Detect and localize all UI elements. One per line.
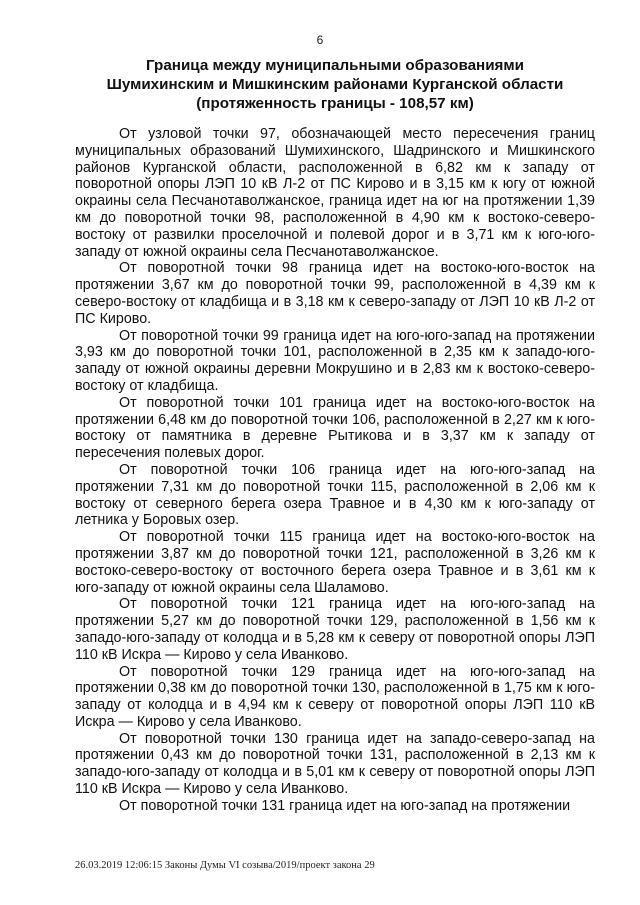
paragraph-4: От поворотной точки 101 граница идет на востоко-юго-восток на протяжении 6,48 км до поворотной точки 106, расположенной в 2,27 км к юго-востоку от памятника в деревне Рытикова и в 3,37 км к западу от пересечения полевых дорог.: [75, 394, 595, 462]
paragraph-3: От поворотной точки 99 граница идет на юго-юго-запад на протяжении 3,93 км до поворотной точки 101, расположенной в 2,35 км к западо-юго-западу от южной окраины деревни Мокрушино и в 2,83 км к востоко-северо-востоку от кладбища.: [75, 327, 595, 394]
page-number: 6: [316, 33, 324, 47]
paragraph-1: От узловой точки 97, обозначающей место пересечения границ муниципальных образований Шумихинского, Шадринского и Мишкинского районов Курганской области, расположенной в 6,82 км к западу от поворотной опоры ЛЭП 10 кВ Л-2 от ПС Кирово и в 3,15 км к югу от южной окраины села Песчанотаволжанское, граница идет на юг на протяжении 1,39 км до поворотной точки 98, расположенной в 4,90 км к востоко-северо-востоку от развилки проселочной и полевой дорог и в 3,71 км к юго-юго-западу от южной окраины села Песчанотаволжанское.: [75, 126, 595, 260]
document-footer: 26.03.2019 12:06:15 Законы Думы VI созыва/2019/проект закона 29: [75, 860, 375, 871]
paragraph-10: От поворотной точки 131 граница идет на юго-запад на протяжении: [119, 797, 571, 814]
paragraph-9: От поворотной точки 130 граница идет на западо-северо-запад на протяжении 0,43 км до поворотной точки 131, расположенной в 2,13 км к западо-юго-западу от колодца и в 5,01 км к северу от поворотной опоры ЛЭП 110 кВ Искра — Кирово у села Иванково.: [75, 730, 595, 798]
title-line-1: Граница между муниципальными образованиями: [146, 57, 524, 74]
document-body: [75, 126, 595, 815]
document-title: [100, 56, 570, 113]
paragraph-5: От поворотной точки 106 граница идет на юго-юго-запад на протяжении 7,31 км до поворотной точки 115, расположенной в 2,06 км к востоку от северного берега озера Травное и в 4,30 км к юго-западу от летника у Боровых озер.: [75, 461, 595, 529]
paragraph-2: От поворотной точки 98 граница идет на востоко-юго-восток на протяжении 3,67 км до поворотной точки 99, расположенной в 4,39 км к северо-востоку от кладбища и в 3,18 км к северо-западу от ЛЭП 10 кВ Л-2 от ПС Кирово.: [75, 260, 595, 327]
title-line-3: (протяженность границы - 108,57 км): [196, 95, 474, 112]
title-line-2: Шумихинским и Мишкинским районами Курганской области: [106, 76, 564, 93]
paragraph-6: От поворотной точки 115 граница идет на востоко-юго-восток на протяжении 3,87 км до поворотной точки 121, расположенной в 3,26 км к востоко-северо-востоку от восточного берега озера Травное и в 3,61 км к юго-западу от южной окраины села Шаламово.: [75, 529, 595, 596]
paragraph-7: От поворотной точки 121 граница идет на юго-юго-запад на протяжении 5,27 км до поворотной точки 129, расположенной в 1,56 км к западо-юго-западу от колодца и в 5,28 км к северу от поворотной опоры ЛЭП 110 кВ Искра — Кирово у села Иванково.: [75, 596, 595, 663]
paragraph-8: От поворотной точки 129 граница идет на юго-юго-запад на протяжении 0,38 км до поворотной точки 130, расположенной в 1,75 км к юго-западу от колодца и в 4,94 км к северу от поворотной опоры ЛЭП 110 кВ Искра — Кирово у села Иванково.: [75, 663, 595, 730]
